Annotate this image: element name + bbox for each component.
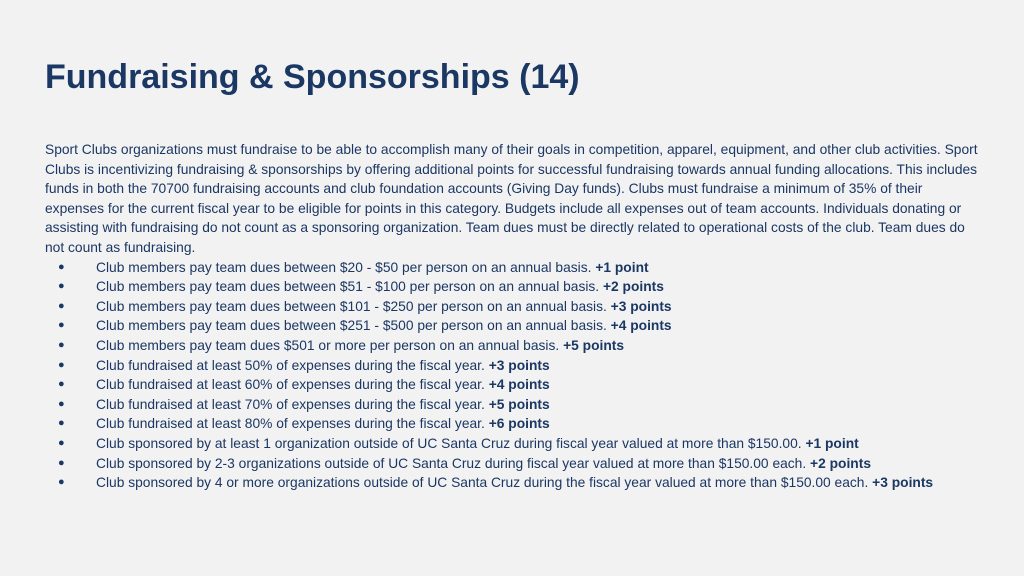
item-points: +1 point	[595, 259, 649, 275]
bullet-icon: ●	[58, 280, 65, 293]
list-item	[45, 414, 985, 434]
item-text: Club fundraised at least 80% of expenses during the fiscal year.	[96, 416, 485, 432]
list-item	[45, 316, 985, 336]
list-item	[45, 434, 985, 454]
points-list	[45, 258, 985, 493]
bullet-icon: ●	[58, 436, 65, 449]
bullet-icon: ●	[58, 338, 65, 351]
item-points: +4 points	[610, 318, 672, 334]
item-text: Club members pay team dues $501 or more per person on an annual basis.	[96, 337, 560, 353]
item-points: +3 points	[872, 475, 934, 491]
item-points: +3 points	[610, 298, 672, 314]
list-item	[45, 473, 985, 493]
item-text: Club sponsored by 4 or more organizations outside of UC Santa Cruz during the fiscal year valued at more than $150.00 each.	[96, 475, 869, 491]
item-text: Club members pay team dues between $101 - $250 per person on an annual basis.	[96, 298, 607, 314]
list-item	[45, 454, 985, 474]
bullet-icon: ●	[58, 456, 65, 469]
list-item	[45, 336, 985, 356]
bullet-icon: ●	[58, 417, 65, 430]
slide-body	[45, 140, 985, 493]
list-item	[45, 375, 985, 395]
bullet-icon: ●	[58, 319, 65, 332]
list-item	[45, 277, 985, 297]
item-points: +5 points	[488, 396, 550, 412]
list-item	[45, 297, 985, 317]
bullet-icon: ●	[58, 476, 65, 489]
item-text: Club members pay team dues between $51 - $100 per person on an annual basis.	[96, 279, 600, 295]
bullet-icon: ●	[58, 299, 65, 312]
bullet-icon: ●	[58, 358, 65, 371]
list-item	[45, 395, 985, 415]
item-points: +5 points	[563, 337, 625, 353]
item-points: +2 points	[602, 279, 664, 295]
item-points: +2 points	[810, 455, 871, 471]
list-item	[45, 356, 985, 376]
item-text: Club sponsored by 2-3 organizations outside of UC Santa Cruz during fiscal year valued at more than $150.00 each.	[96, 455, 807, 471]
list-item	[45, 258, 985, 278]
item-text: Club fundraised at least 60% of expenses during the fiscal year.	[96, 377, 485, 393]
item-points: +1 point	[805, 435, 859, 451]
item-text: Club members pay team dues between $20 - $50 per person on an annual basis.	[96, 259, 592, 275]
item-points: +3 points	[488, 357, 550, 373]
item-text: Club members pay team dues between $251 - $500 per person on an annual basis.	[96, 318, 607, 334]
intro-paragraph: Sport Clubs organizations must fundraise to be able to accomplish many of their goals in competition, apparel, equipment, and other club activities. Sport Clubs is incentivizing fundraising & sponsorships by offering additional points for successful fundraising towards annual funding allocations. This includes funds in both the 70700 fundraising accounts and club foundation accounts (Giving Day funds). Clubs must fundraise a minimum of 35% of their expenses for the current fiscal year to be eligible for points in this category. Budgets include all expenses out of team accounts. Individuals donating or assisting with fundraising do not count as a sponsoring organization. Team dues must be directly related to operational costs of the club. Team dues do not count as fundraising.	[45, 142, 978, 255]
bullet-icon: ●	[58, 378, 65, 391]
item-text: Club fundraised at least 70% of expenses during the fiscal year.	[96, 396, 485, 412]
item-points: +6 points	[488, 416, 550, 432]
item-points: +4 points	[488, 377, 550, 393]
bullet-icon: ●	[58, 397, 65, 410]
item-text: Club fundraised at least 50% of expenses during the fiscal year.	[96, 357, 485, 373]
bullet-icon: ●	[58, 260, 65, 273]
item-text: Club sponsored by at least 1 organization outside of UC Santa Cruz during fiscal year valued at more than $150.00.	[96, 435, 802, 451]
slide-title: Fundraising & Sponsorships (14)	[45, 58, 580, 96]
